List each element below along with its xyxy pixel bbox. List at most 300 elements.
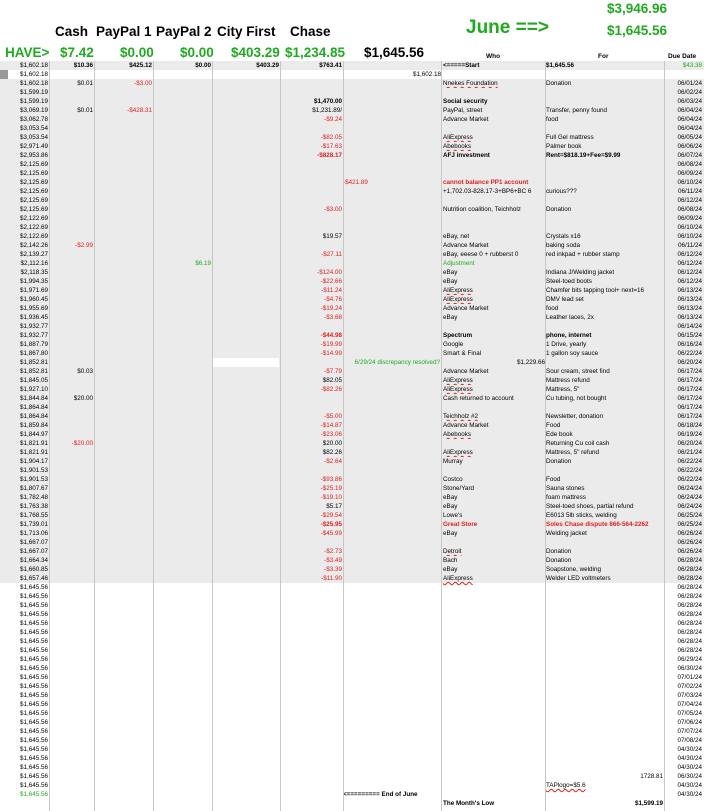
table-row <box>0 196 704 205</box>
paypal1-cell: $425.12 <box>129 62 152 69</box>
who-cell: AliExpress <box>443 287 473 294</box>
table-row <box>0 655 704 664</box>
table-row <box>0 673 704 682</box>
due-date-cell: 06/24/24 <box>677 503 702 510</box>
cash-cell: $20.00 <box>73 395 93 402</box>
table-row <box>0 313 704 322</box>
table-row <box>0 727 704 736</box>
balance-cell: $1,645.56 <box>19 683 48 690</box>
who-cell: AliExpress <box>443 386 473 393</box>
balance-cell: $1,901.53 <box>19 476 48 483</box>
balance-cell: $1,664.34 <box>19 557 48 564</box>
due-date-cell: 06/10/24 <box>677 224 702 231</box>
for-cell: Leather laces, 2x <box>546 314 594 321</box>
table-row <box>0 97 704 106</box>
who-cell: <=====Start <box>443 62 480 69</box>
chase-cell: -$22.66 <box>320 278 342 285</box>
due-date-cell: 06/20/24 <box>677 440 702 447</box>
due-date-cell: 06/25/24 <box>677 521 702 528</box>
cash-cell: -$20.00 <box>71 440 93 447</box>
due-date-cell: 06/17/24 <box>677 368 702 375</box>
due-date-cell: $43.38 <box>682 62 702 69</box>
who-cell: Stone/Yard <box>443 485 475 492</box>
for-cell: Mattress refund <box>546 377 590 384</box>
due-date-cell: 06/07/24 <box>677 152 702 159</box>
due-date-cell: 06/09/24 <box>677 215 702 222</box>
due-date-cell: 06/26/24 <box>677 539 702 546</box>
chase-cell: -$25.95 <box>320 521 342 528</box>
balance-cell: $1,844.97 <box>19 431 48 438</box>
table-row <box>0 628 704 637</box>
due-date-cell: 06/12/24 <box>677 269 702 276</box>
for-cell: Donation <box>546 458 572 465</box>
balance-cell: $1,768.55 <box>19 512 48 519</box>
due-date-cell: 06/03/24 <box>677 98 702 105</box>
balance-cell: $1,904.17 <box>19 458 48 465</box>
table-row <box>0 178 704 187</box>
for-cell: E6013 5lb sticks, welding <box>546 512 617 519</box>
due-date-cell: 07/01/24 <box>677 674 702 681</box>
due-date-cell: 06/12/24 <box>677 251 702 258</box>
table-row <box>0 637 704 646</box>
balance-cell: $1,955.69 <box>19 305 48 312</box>
table-row <box>0 538 704 547</box>
note-cell: $1,602.18 <box>412 71 441 78</box>
who-cell: AFJ investment <box>443 152 490 159</box>
due-date-cell: 06/04/24 <box>677 107 702 114</box>
transaction-grid <box>0 61 704 811</box>
table-row <box>0 556 704 565</box>
table-row <box>0 88 704 97</box>
due-date-cell: 04/30/24 <box>677 782 702 789</box>
balance-cell: $1,645.56 <box>19 746 48 753</box>
chase-cell: -$44.98 <box>320 332 342 339</box>
balance-cell: $1,645.56 <box>19 719 48 726</box>
who-cell: Lowe's <box>443 512 463 519</box>
col-header-cityfirst: City First <box>217 24 276 39</box>
due-date-cell: 06/29/24 <box>677 656 702 663</box>
have-paypal2: $0.00 <box>180 45 214 60</box>
due-date-cell: 06/08/24 <box>677 161 702 168</box>
table-row <box>0 583 704 592</box>
table-row <box>0 574 704 583</box>
chase-cell: -$7.79 <box>324 368 342 375</box>
balance-cell: $2,971.49 <box>19 143 48 150</box>
who-cell: Spectrum <box>443 332 473 339</box>
due-date-cell: 06/18/24 <box>677 422 702 429</box>
for-cell: baking soda <box>546 242 580 249</box>
table-row <box>0 763 704 772</box>
due-date-cell: 06/28/24 <box>677 575 702 582</box>
chase-cell: -$3.49 <box>324 557 342 564</box>
table-row <box>0 115 704 124</box>
chase-cell: $82.26 <box>322 449 342 456</box>
total-right: $1,645.56 <box>607 23 668 38</box>
balance-cell: $1,852.81 <box>19 368 48 375</box>
chase-cell: -$19.24 <box>320 305 342 312</box>
for-cell: Welder LED voltmeters <box>546 575 611 582</box>
due-date-cell: 06/28/24 <box>677 602 702 609</box>
balance-cell: $1,936.45 <box>19 314 48 321</box>
table-row <box>0 187 704 196</box>
table-row <box>0 223 704 232</box>
balance-cell: $1,645.56 <box>19 773 48 780</box>
table-row <box>0 61 704 70</box>
balance-cell: $1,739.01 <box>19 521 48 528</box>
balance-cell: $1,645.56 <box>19 737 48 744</box>
chase-cell: -$124.00 <box>317 269 342 276</box>
balance-cell: $1,645.56 <box>19 638 48 645</box>
who-cell: Advance Market <box>443 305 489 312</box>
table-row <box>0 385 704 394</box>
balance-cell: $1,645.56 <box>19 620 48 627</box>
due-date-cell: 06/04/24 <box>677 125 702 132</box>
for-cell: Palmer book <box>546 143 582 150</box>
table-row <box>0 718 704 727</box>
paypal2-cell: $6.19 <box>195 260 211 267</box>
month-title: June ==> <box>466 17 549 38</box>
chase-cell: -$82.05 <box>320 134 342 141</box>
balance-cell: $1,645.56 <box>19 593 48 600</box>
due-date-cell: 07/07/24 <box>677 728 702 735</box>
for-cell: Donation <box>546 557 572 564</box>
table-row <box>0 142 704 151</box>
chase-cell: -$3.00 <box>324 206 342 213</box>
for-cell: Newsletter, donation <box>546 413 604 420</box>
due-date-cell: 06/12/24 <box>677 278 702 285</box>
chase-cell: -$4.76 <box>324 296 342 303</box>
for-cell: Sauna stones <box>546 485 585 492</box>
balance-cell: $1,864.84 <box>19 413 48 420</box>
balance-cell: $1,645.56 <box>19 791 48 798</box>
who-cell: Adjustment <box>443 260 475 267</box>
who-cell: eBay <box>443 494 458 501</box>
due-date-cell: 06/20/24 <box>677 359 702 366</box>
for-cell: Donation <box>546 80 572 87</box>
who-cell: Costco <box>443 476 463 483</box>
for-cell: Rent=$818.19+Fee=$9.99 <box>546 152 621 159</box>
who-cell: Advance Market <box>443 368 489 375</box>
due-date-cell: 07/04/24 <box>677 701 702 708</box>
due-date-cell: 04/30/24 <box>677 764 702 771</box>
due-date-cell: 06/28/24 <box>677 620 702 627</box>
table-row <box>0 799 704 808</box>
col-header-who: Who <box>486 53 501 60</box>
have-chase: $1,234.85 <box>285 45 346 60</box>
table-row <box>0 250 704 259</box>
due-date-cell: 06/01/24 <box>677 80 702 87</box>
due-date-cell: 06/17/24 <box>677 404 702 411</box>
chase-cell: -$82.26 <box>320 386 342 393</box>
balance-cell: $3,053.54 <box>19 134 48 141</box>
due-date-cell: 06/13/24 <box>677 305 702 312</box>
due-date-cell: 06/28/24 <box>677 629 702 636</box>
balance-cell: $1,645.56 <box>19 764 48 771</box>
balance-cell: $1,807.67 <box>19 485 48 492</box>
balance-cell: $1,927.10 <box>19 386 48 393</box>
due-date-cell: 06/25/24 <box>677 512 702 519</box>
table-row <box>0 610 704 619</box>
due-date-cell: 04/30/24 <box>677 746 702 753</box>
balance-cell: $1,660.85 <box>19 566 48 573</box>
for-cell: Soapstone, welding <box>546 566 601 573</box>
for-cell: Returning Cu coil cash <box>546 440 610 447</box>
balance-cell: $1,645.56 <box>19 701 48 708</box>
have-label: HAVE> <box>5 45 50 60</box>
table-row <box>0 592 704 601</box>
chase-cell: -$11.24 <box>321 287 342 294</box>
chase-cell: $82.05 <box>322 377 342 384</box>
for-cell: DMV lead set <box>546 296 584 303</box>
table-row <box>0 736 704 745</box>
table-row <box>0 691 704 700</box>
table-row <box>0 169 704 178</box>
table-row <box>0 340 704 349</box>
note-cell: $1,229.66 <box>516 359 545 366</box>
who-cell: eBay <box>443 566 458 573</box>
chase-cell: $19.57 <box>322 233 342 240</box>
who-cell: eBay <box>443 314 458 321</box>
table-row <box>0 754 704 763</box>
balance-cell: $1,645.56 <box>19 692 48 699</box>
who-cell: AliExpress <box>443 449 473 456</box>
due-date-cell: 06/28/24 <box>677 647 702 654</box>
balance-cell: $1,645.56 <box>19 611 48 618</box>
due-date-cell: 06/15/24 <box>677 332 702 339</box>
balance-cell: $1,864.84 <box>19 404 48 411</box>
for-cell: Food <box>546 476 561 483</box>
due-date-cell: 06/22/24 <box>677 350 702 357</box>
table-row <box>0 475 704 484</box>
balance-cell: $2,112.16 <box>20 260 48 267</box>
due-date-cell: 06/08/24 <box>677 206 702 213</box>
paypal2-cell: $0.00 <box>195 62 211 69</box>
who-cell: eBay, net <box>443 233 470 240</box>
table-row <box>0 151 704 160</box>
table-row <box>0 421 704 430</box>
chase-cell: $20.00 <box>322 440 342 447</box>
balance-cell: $2,125.69 <box>19 188 48 195</box>
due-date-cell: 06/02/24 <box>677 89 702 96</box>
due-date-cell: 07/02/24 <box>677 683 702 690</box>
for-cell: Mattress, 5" <box>546 386 580 393</box>
for-cell: Donation <box>546 206 572 213</box>
who-cell: Advance Market <box>443 242 489 249</box>
who-cell: eBay <box>443 269 458 276</box>
due-date-cell: 07/03/24 <box>677 692 702 699</box>
table-row <box>0 601 704 610</box>
for-cell: 1 gallon soy sauce <box>546 350 599 357</box>
due-date-cell: 06/22/24 <box>677 476 702 483</box>
for-cell: Food <box>546 422 561 429</box>
table-row <box>0 376 704 385</box>
chase-cell: -$3.39 <box>324 566 342 573</box>
table-row <box>0 241 704 250</box>
due-date-cell: 06/17/24 <box>677 386 702 393</box>
chase-cell: -$9.24 <box>324 116 342 123</box>
balance-cell: $3,069.19 <box>19 107 48 114</box>
for-cell: Sour cream, street find <box>546 368 610 375</box>
table-row <box>0 502 704 511</box>
who-cell: Detroit <box>443 548 462 555</box>
balance-cell: $1,602.18 <box>19 62 48 69</box>
due-date-cell: 06/12/24 <box>677 197 702 204</box>
due-date-cell: 06/28/24 <box>677 566 702 573</box>
due-date-cell: 06/28/24 <box>677 584 702 591</box>
due-date-cell: 06/26/24 <box>677 530 702 537</box>
for-cell: $1,645.56 <box>546 62 575 69</box>
who-cell: Murray <box>443 458 463 465</box>
balance-cell: $1,602.18 <box>19 71 48 78</box>
balance-cell: $2,953.86 <box>19 152 48 159</box>
balance-cell: $2,125.69 <box>19 170 48 177</box>
balance-cell: $1,645.56 <box>19 674 48 681</box>
balance-cell: $1,645.56 <box>19 755 48 762</box>
table-row <box>0 439 704 448</box>
who-cell: +1,702.03-828.17-3+BP6+BC 6 <box>443 188 532 195</box>
who-cell: Cash returned to account <box>443 395 514 402</box>
col-header-paypal1: PayPal 1 <box>96 24 152 39</box>
table-row <box>0 286 704 295</box>
balance-cell: $1,645.56 <box>19 584 48 591</box>
for-cell: red inkpad + rubber stamp <box>546 251 620 258</box>
who-cell: Nutrition coalition, Teichholz <box>443 206 521 213</box>
due-date-cell: 06/28/24 <box>677 611 702 618</box>
for-cell: Chamfer bits tapping tool+ next=16 <box>546 287 645 294</box>
who-cell: Social security <box>443 98 488 105</box>
balance-cell: $1,901.53 <box>19 467 48 474</box>
due-date-cell: 06/09/24 <box>677 170 702 177</box>
chase-cell: -$2.73 <box>324 548 342 555</box>
who-cell: Abebooks <box>443 431 472 438</box>
due-date-cell: 06/17/24 <box>677 395 702 402</box>
col-header-due: Due Date <box>668 53 697 60</box>
chase-cell: -$93.86 <box>320 476 342 483</box>
for-cell: Indiana J/Welding jacket <box>546 269 615 276</box>
balance-cell: $1,667.07 <box>19 548 48 555</box>
chase-cell: -$27.11 <box>321 251 342 258</box>
who-cell: eBay <box>443 503 458 510</box>
balance-cell: $1,599.19 <box>19 98 48 105</box>
balance-cell: $1,645.56 <box>19 647 48 654</box>
who-cell: Abebooks <box>443 143 472 150</box>
have-cash: $7.42 <box>60 45 94 60</box>
balance-cell: $2,122.69 <box>19 215 48 222</box>
table-row <box>0 304 704 313</box>
due-date-cell: 06/17/24 <box>677 377 702 384</box>
table-row <box>0 367 704 376</box>
due-date-cell: 06/22/24 <box>677 467 702 474</box>
balance-cell: $2,125.69 <box>19 179 48 186</box>
table-row <box>0 322 704 331</box>
who-cell: eBay <box>443 530 458 537</box>
balance-cell: $1,932.77 <box>19 332 48 339</box>
balance-cell: $1,645.56 <box>19 782 48 789</box>
table-row <box>0 709 704 718</box>
table-row <box>0 358 704 367</box>
due-date-cell: 06/12/24 <box>677 260 702 267</box>
chase-cell: $1,470.00 <box>313 98 342 105</box>
chase-cell: -$19.99 <box>320 341 342 348</box>
balance-cell: $1,867.80 <box>19 350 48 357</box>
who-cell: AliExpress <box>443 296 473 303</box>
balance-cell: $1,645.56 <box>19 656 48 663</box>
table-row <box>0 160 704 169</box>
chase-cell: $5.17 <box>326 503 342 510</box>
balance-cell: $1,932.77 <box>19 323 48 330</box>
who-cell: cannot balance PP1 account <box>443 179 529 186</box>
who-cell: AliExpress <box>443 134 473 141</box>
table-row <box>0 511 704 520</box>
due-date-cell: 06/14/24 <box>677 323 702 330</box>
table-row <box>0 493 704 502</box>
balance-cell: $2,122.69 <box>19 224 48 231</box>
chase-cell: -$17.63 <box>320 143 342 150</box>
paypal1-cell: -$428.31 <box>127 107 152 114</box>
table-row <box>0 457 704 466</box>
balance-cell: $2,122.69 <box>19 233 48 240</box>
due-date-cell: 06/04/24 <box>677 116 702 123</box>
chase-cell: -$828.17 <box>317 152 342 159</box>
who-cell: Google <box>443 341 464 348</box>
due-date-cell: 04/30/24 <box>677 791 702 798</box>
due-date-cell: 06/21/24 <box>677 449 702 456</box>
balance-cell: $1,994.35 <box>19 278 48 285</box>
chase-cell: -$2.64 <box>324 458 342 465</box>
chase-cell: -$23.06 <box>320 431 342 438</box>
who-cell: AliExpress <box>443 575 473 582</box>
who-cell: eBay <box>443 278 458 285</box>
table-row <box>0 664 704 673</box>
due-date-cell: 07/08/24 <box>677 737 702 744</box>
due-date-cell: 06/28/24 <box>677 638 702 645</box>
table-row <box>0 259 704 268</box>
table-row <box>0 430 704 439</box>
table-row <box>0 745 704 754</box>
due-date-cell: 06/28/24 <box>677 557 702 564</box>
table-row <box>0 412 704 421</box>
table-row <box>0 484 704 493</box>
due-date-cell: 06/05/24 <box>677 134 702 141</box>
chase-cell: $763.41 <box>319 62 342 69</box>
due-date-cell: 06/24/24 <box>677 485 702 492</box>
col-header-chase: Chase <box>290 24 331 39</box>
due-date-cell: 06/13/24 <box>677 287 702 294</box>
balance-cell: $1,844.84 <box>19 395 48 402</box>
for-cell: Cu tubing, not bought <box>546 395 607 402</box>
table-row <box>0 295 704 304</box>
balance-cell: $1,645.56 <box>19 602 48 609</box>
who-cell: PayPal, street <box>443 107 483 114</box>
for-cell: Full Gel mattress <box>546 134 594 141</box>
table-row <box>0 214 704 223</box>
due-date-cell: 06/10/24 <box>677 179 702 186</box>
balance-cell: $3,062.78 <box>19 116 48 123</box>
table-row <box>0 268 704 277</box>
balance-cell: $2,125.69 <box>19 161 48 168</box>
due-date-cell: 07/05/24 <box>677 710 702 717</box>
who-cell: The Month's Low <box>443 800 495 807</box>
table-row <box>0 124 704 133</box>
for-cell: phone, internet <box>546 332 592 339</box>
table-row <box>0 466 704 475</box>
balance-cell: $1,602.18 <box>19 80 48 87</box>
table-row <box>0 331 704 340</box>
for-cell: Steel-toed shoes, partial refund <box>546 503 634 510</box>
balance-cell: $2,125.69 <box>19 206 48 213</box>
balance-cell: $1,667.07 <box>19 539 48 546</box>
balance-cell: $1,887.79 <box>19 341 48 348</box>
